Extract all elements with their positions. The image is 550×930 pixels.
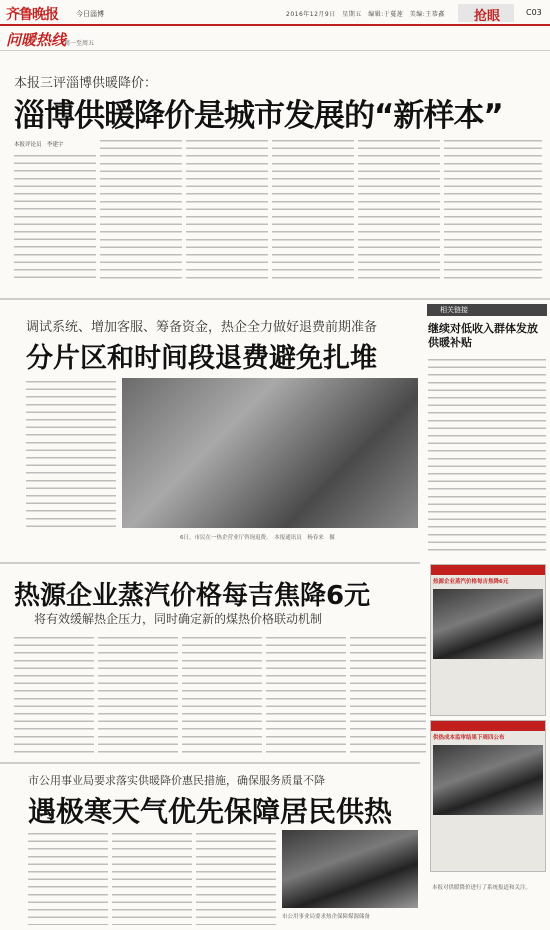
thumbnail-photo [433, 589, 543, 659]
divider [0, 762, 420, 764]
thumbnail-header [431, 565, 545, 575]
article3-body-col4 [266, 634, 346, 754]
article2-kicker: 调试系统、增加客服、筹备资金，热企全力做好退费前期准备 [26, 320, 378, 335]
article4-body-col1 [28, 830, 108, 925]
right-column-headline: 继续对低收入群体发放供暖补贴 [428, 322, 538, 349]
article4-photo [282, 830, 418, 908]
divider [0, 298, 550, 300]
article4-kicker: 市公用事业局要求落实供暖降价惠民措施，确保服务质量不降 [28, 774, 325, 787]
thumbnail-title: 热源企业蒸汽价格每吉焦降6元 [433, 579, 509, 585]
related-link-label: 相关链接 [440, 306, 468, 314]
article1-body-col3 [186, 137, 268, 282]
page-number: C03 [526, 8, 542, 17]
article1-body-col5 [358, 137, 440, 282]
newspaper-logo: 齐鲁晚报 [6, 7, 58, 23]
thumbnail-title: 供热成本监审结果下周四公布 [433, 735, 505, 741]
column-title: 问暖热线 [6, 31, 67, 49]
article2-photo [122, 378, 418, 528]
article3-body-col3 [182, 634, 262, 754]
article3-body-col5 [350, 634, 426, 754]
side-caption: 本报对供暖降价进行了系统报道和关注。 [432, 885, 532, 891]
article4-body-col3 [196, 830, 276, 925]
thumbnail-photo [433, 745, 543, 815]
article1-body-col6 [444, 137, 542, 282]
article1-body-col2 [100, 137, 182, 282]
article3-subhead: 将有效缓解热企压力，同时确定新的煤热价格联动机制 [34, 612, 323, 626]
article3-headline: 热源企业蒸汽价格每吉焦降6元 [14, 581, 371, 611]
section-name: 抢眼 [474, 9, 501, 24]
article3-body-col1 [14, 634, 94, 754]
article1-kicker: 本报三评淄博供暖降价： [14, 76, 158, 91]
edition-name: 今日淄博 [76, 10, 104, 18]
article1-body-col1 [14, 152, 96, 282]
article1-byline: 本报评论员 李建宇 [14, 142, 64, 148]
article3-body-col2 [98, 634, 178, 754]
article1-body-col4 [272, 137, 354, 282]
header-divider [0, 24, 550, 26]
column-subtitle: 周一至周五 [64, 40, 95, 47]
article2-body [26, 378, 116, 528]
divider [0, 562, 420, 564]
related-page-thumbnail-1 [430, 564, 546, 716]
article4-body-col2 [112, 830, 192, 925]
article4-photo-caption: 市公用事业局要求热企保障煤源储备 [282, 914, 371, 920]
right-column-body [428, 356, 546, 552]
article1-headline: 淄博供暖降价是城市发展的“新样本” [14, 98, 503, 134]
issue-date-editors: 2016年12月9日 星期五 编辑:于蔓莲 美编:王恭鑫 [286, 11, 445, 18]
article2-headline: 分片区和时间段退费避免扎堆 [26, 343, 377, 374]
thumbnail-header [431, 721, 545, 731]
article4-headline: 遇极寒天气优先保障居民供热 [28, 795, 393, 828]
related-page-thumbnail-2 [430, 720, 546, 872]
article2-photo-caption: 6日，市民在一热企营业厅咨询退费。 本报通讯员 杨春来 摄 [180, 535, 335, 541]
divider [0, 50, 550, 51]
